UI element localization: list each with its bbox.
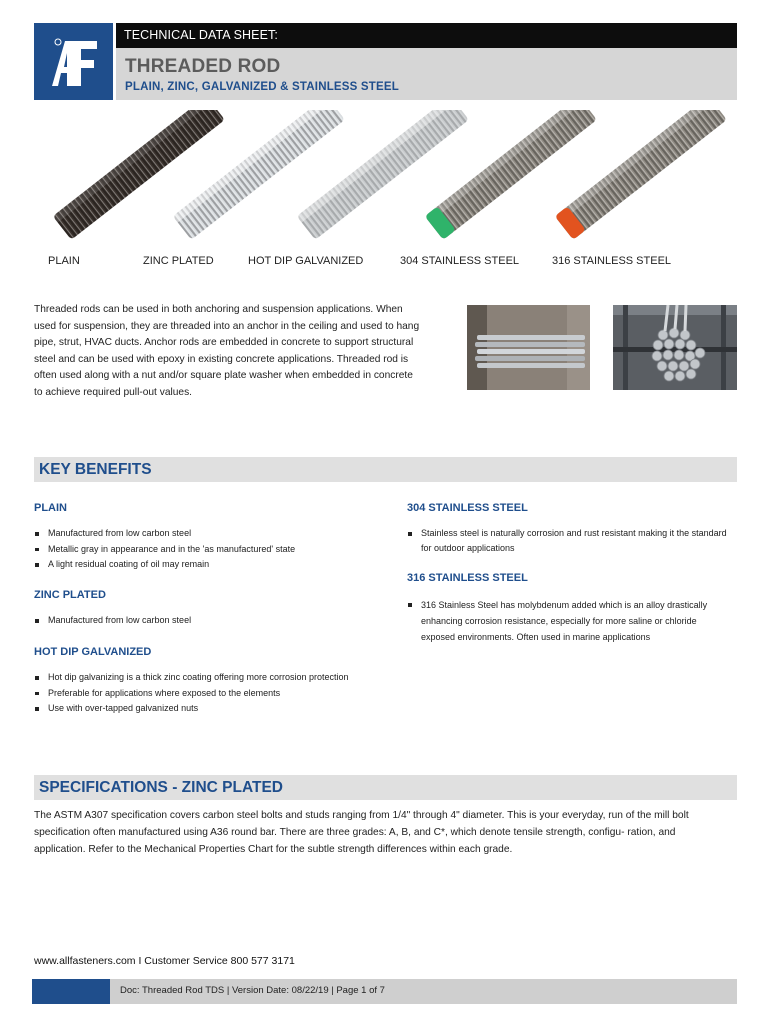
list-item: A light residual coating of oil may remain xyxy=(34,557,394,573)
page-title: THREADED ROD xyxy=(125,56,281,77)
anchor-rod-photo xyxy=(467,305,590,390)
rod-label-hdg: HOT DIP GALVANIZED xyxy=(248,255,364,267)
rod-label-316: 316 STAINLESS STEEL xyxy=(552,255,672,267)
rod-bundle-photo xyxy=(613,305,737,390)
company-logo xyxy=(34,23,113,100)
footer-contact: www.allfasteners.com I Customer Service 800 577 3171 xyxy=(34,955,295,967)
benefit-hdg-title: HOT DIP GALVANIZED xyxy=(34,646,152,658)
header-title-bar xyxy=(116,48,737,100)
benefit-zinc-list xyxy=(34,613,394,629)
list-item: Manufactured from low carbon steel xyxy=(34,526,394,542)
footer-blue-block xyxy=(32,979,110,1004)
key-benefits-bar xyxy=(34,457,737,482)
benefit-304-list xyxy=(407,526,727,555)
product-rod-images xyxy=(34,110,737,250)
header-kicker-bar xyxy=(116,23,737,48)
af-logo-icon xyxy=(34,23,113,100)
specifications-paragraph: The ASTM A307 specification covers carbon steel bolts and studs ranging from 1/4" through 4" diameter. This is your everyday, run of the mill bolt specification often manufactured using A36 round bar. There are three grades: A, B, and C*, which denote tensile strength, configu- ration, and application. Refer to the Mechanical Properties Chart for the subtle strength differences within each grade. xyxy=(34,810,689,855)
rod-label-plain: PLAIN xyxy=(48,255,80,267)
page-subtitle: PLAIN, ZINC, GALVANIZED & STAINLESS STEEL xyxy=(125,81,399,93)
benefit-316-title: 316 STAINLESS STEEL xyxy=(407,572,528,584)
key-benefits-heading: KEY BENEFITS xyxy=(39,461,152,478)
list-item: Stainless steel is naturally corrosion and rust resistant making it the standard for outdoor applications xyxy=(407,526,727,555)
footer-doc-info: Doc: Threaded Rod TDS | Version Date: 08/22/19 | Page 1 of 7 xyxy=(120,985,385,996)
specifications-bar xyxy=(34,775,737,800)
list-item: Preferable for applications where exposed to the elements xyxy=(34,686,394,702)
list-item: Manufactured from low carbon steel xyxy=(34,613,394,629)
benefit-316-list xyxy=(407,597,727,645)
list-item: 316 Stainless Steel has molybdenum added which is an alloy drastically enhancing corrosion resistance, especially for more saline or chloride exposed environments. Often used in marine applications xyxy=(407,597,727,645)
list-item: Hot dip galvanizing is a thick zinc coating offering more corrosion protection xyxy=(34,670,394,686)
benefit-plain-list xyxy=(34,526,394,573)
rod-label-zinc: ZINC PLATED xyxy=(143,255,214,267)
benefit-zinc-title: ZINC PLATED xyxy=(34,589,106,601)
footer-doc-bar xyxy=(110,979,737,1004)
specifications-heading: SPECIFICATIONS - ZINC PLATED xyxy=(39,779,283,796)
benefit-hdg-list xyxy=(34,670,394,717)
rod-label-304: 304 STAINLESS STEEL xyxy=(400,255,520,267)
list-item: Use with over-tapped galvanized nuts xyxy=(34,701,394,717)
list-item: Metallic gray in appearance and in the 'as manufactured' state xyxy=(34,542,394,558)
benefit-plain-title: PLAIN xyxy=(34,502,67,514)
benefit-304-title: 304 STAINLESS STEEL xyxy=(407,502,528,514)
intro-paragraph: Threaded rods can be used in both anchoring and suspension applications. When used for suspension, they are threaded into an anchor in the ceiling and used to hang pipe, strut, HVAC ducts. Anchor rods are embedded in concrete to support structural steel and can be used with epoxy in existing concrete applications. Threaded rod is often used along with a nut and/or square plate washer when embedded in concrete to achieve required pull-out values. xyxy=(34,304,420,398)
header-kicker: TECHNICAL DATA SHEET: xyxy=(124,28,278,42)
